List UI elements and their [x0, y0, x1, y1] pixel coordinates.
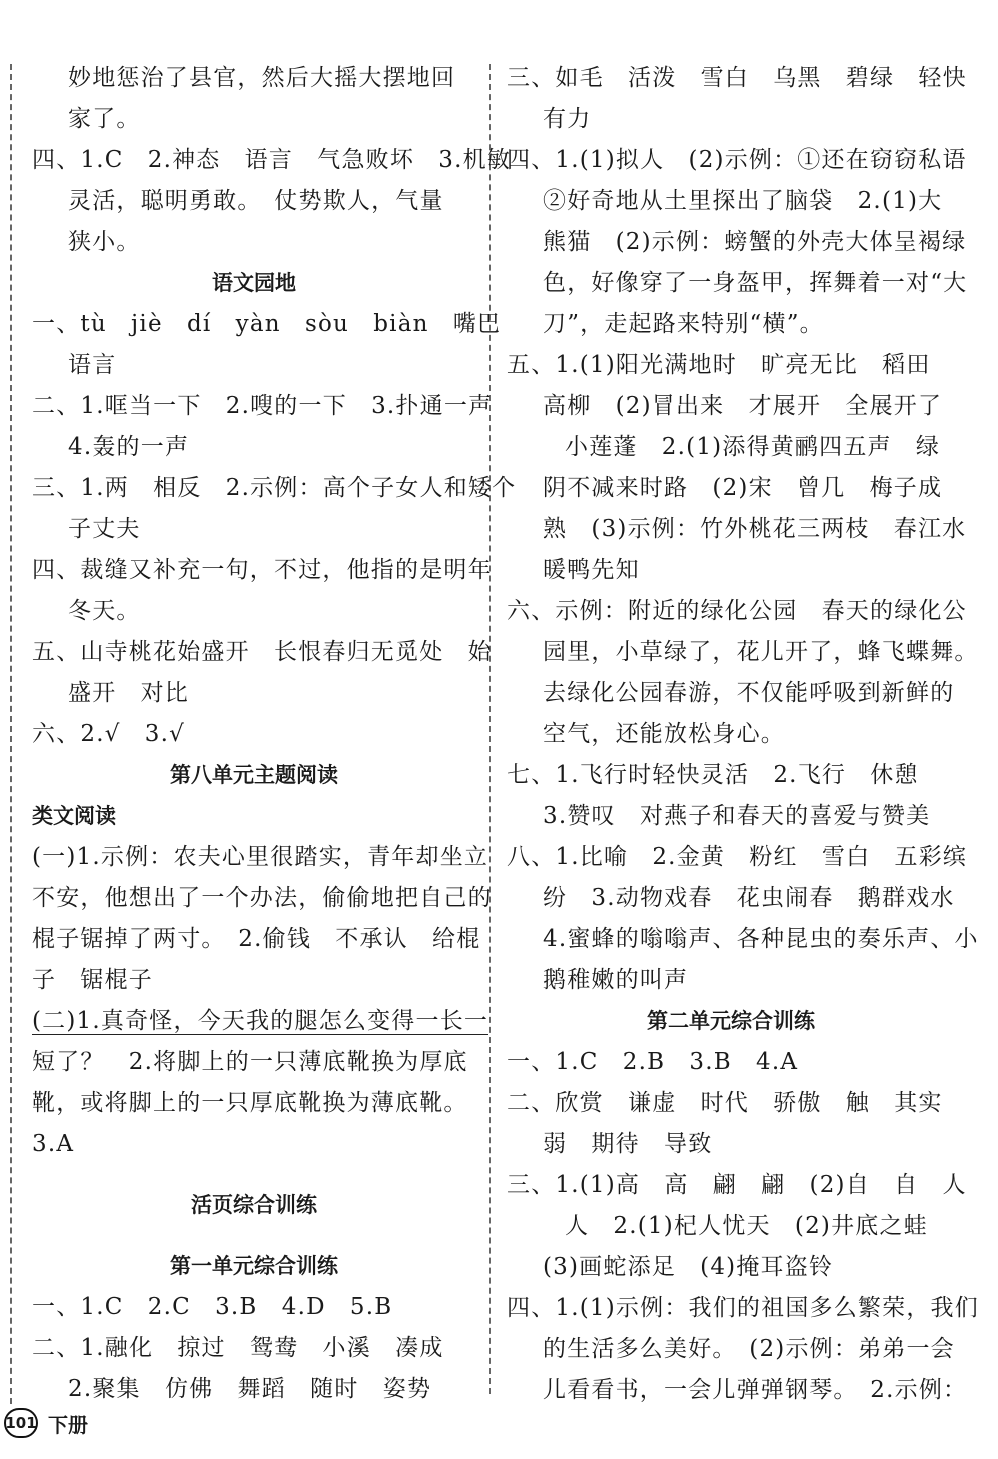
answer-line: 二、1.融化 掠过 鸳鸯 小溪 凑成: [32, 1335, 444, 1361]
answer-line-continued: 家了。: [68, 106, 141, 132]
answer-line: 七、1.飞行时轻快灵活 2.飞行 休憩: [507, 762, 919, 788]
answer-line-continued: 小莲蓬 2.(1)添得黄鹂四五声 绿: [565, 434, 941, 460]
answer-line: 二、1.哐当一下 2.嗖的一下 3.扑通一声: [32, 393, 493, 419]
left-margin-dashed-line: [10, 64, 12, 1404]
answer-line: 短了？ 2.将脚上的一只薄底靴换为厚底: [32, 1049, 468, 1075]
answer-line-continued: 去绿化公园春游，不仅能呼吸到新鲜的: [543, 680, 955, 706]
answer-line-continued: 3.赞叹 对燕子和春天的喜爱与赞美: [543, 803, 931, 829]
answer-line-continued: 暖鸭先知: [543, 557, 640, 583]
answer-line-continued: 空气，还能放松身心。: [543, 721, 785, 747]
answer-line-continued: 2.聚集 仿佛 舞蹈 随时 姿势: [68, 1376, 432, 1402]
answer-line-continued: 鹅稚嫩的叫声: [543, 967, 689, 993]
section-heading: 第八单元主题阅读: [170, 763, 338, 787]
answer-line: 六、示例：附近的绿化公园 春天的绿化公: [507, 598, 967, 624]
section-heading: 第二单元综合训练: [647, 1009, 815, 1033]
answer-line-continued: 4.蜜蜂的嗡嗡声、各种昆虫的奏乐声、小: [543, 926, 979, 952]
answer-line: 八、1.比喻 2.金黄 粉红 雪白 五彩缤: [507, 844, 968, 870]
answer-line: 3.A: [32, 1131, 75, 1157]
answer-line: 四、1.(1)拟人 (2)示例：①还在窃窃私语: [507, 147, 967, 173]
answer-line: 六、2.√ 3.√: [32, 721, 186, 747]
answer-line: 四、1.C 2.神态 语言 气急败坏 3.机敏: [32, 147, 512, 173]
answer-line-continued: 色，好像穿了一身盔甲，挥舞着一对“大: [543, 270, 968, 296]
volume-label: 下册: [48, 1412, 88, 1437]
answer-line-continued: 有力: [543, 106, 592, 132]
answer-line: 四、1.(1)示例：我们的祖国多么繁荣，我们: [507, 1295, 979, 1321]
page-footer: [4, 1406, 88, 1440]
answer-line-continued: 冬天。: [68, 598, 141, 624]
answer-line-continued: 刀”，走起路来特别“横”。: [543, 311, 824, 337]
spacer: [32, 1165, 476, 1185]
page-number: 101: [4, 1408, 38, 1438]
answer-line: 一、1.C 2.B 3.B 4.A: [507, 1049, 799, 1075]
answer-line-continued: 熊猫 (2)示例：螃蟹的外壳大体呈褐绿: [543, 229, 967, 255]
answer-line-continued: 盛开 对比: [68, 680, 189, 706]
answer-line: 三、1.两 相反 2.示例：高个子女人和矮个: [32, 475, 517, 501]
answer-line-continued: 高柳 (2)冒出来 才展开 全展开了: [543, 393, 943, 419]
answer-line: 不安，他想出了一个办法，偷偷地把自己的: [32, 885, 492, 911]
answer-line-continued: 子丈夫: [68, 516, 141, 542]
answer-line: 二、欣赏 谦虚 时代 骄傲 触 其实: [507, 1090, 943, 1116]
spacer: [32, 1226, 476, 1246]
answer-line-continued: 阴不减来时路 (2)宋 曾几 梅子成: [543, 475, 943, 501]
answer-line-continued: ②好奇地从土里探出了脑袋 2.(1)大: [543, 188, 943, 214]
answer-line-continued: 狭小。: [68, 229, 141, 255]
section-heading: 第一单元综合训练: [170, 1254, 338, 1278]
left-column: [32, 58, 517, 1410]
answer-line: 五、1.(1)阳光满地时 旷亮无比 稻田: [507, 352, 931, 378]
answer-line-continued: 妙地惩治了县官，然后大摇大摆地回: [68, 65, 456, 91]
answer-line-continued: (3)画蛇添足 (4)掩耳盗铃: [543, 1254, 834, 1280]
answer-line: (一)1.示例：农夫心里很踏实，青年却坐立: [32, 844, 489, 870]
answer-line: 五、山寺桃花始盛开 长恨春归无觅处 始: [32, 639, 492, 665]
answer-line-continued: 4.轰的一声: [68, 434, 190, 460]
answer-line-continued: 人 2.(1)杞人忧天 (2)井底之蛙: [565, 1213, 928, 1239]
answer-line-continued: 园里，小草绿了，花儿开了，蜂飞蝶舞。: [543, 639, 979, 665]
answer-line: 三、1.(1)高 高 翩 翩 (2)自 自 人: [507, 1172, 967, 1198]
answer-line-continued: 语言: [68, 352, 117, 378]
answer-line-continued: 灵活，聪明勇敢。 仗势欺人，气量: [68, 188, 444, 214]
answer-line: 子 锯棍子: [32, 967, 153, 993]
answer-line: 三、如毛 活泼 雪白 乌黑 碧绿 轻快: [507, 65, 967, 91]
answer-line: 一、1.C 2.C 3.B 4.D 5.B: [32, 1294, 393, 1320]
underlined-text: (二)1.真奇怪，今天我的腿怎么变得一长一: [32, 1008, 489, 1034]
answer-line-continued: 熟 (3)示例：竹外桃花三两枝 春江水: [543, 516, 967, 542]
answer-line-continued: 儿看看书，一会儿弹弹钢琴。 2.示例：: [543, 1377, 968, 1403]
answer-line: 棍子锯掉了两寸。 2.偷钱 不承认 给棍: [32, 926, 481, 952]
column-divider-dashed-line: [489, 64, 491, 1394]
section-heading: 语文园地: [212, 271, 296, 295]
section-heading: 活页综合训练: [191, 1193, 317, 1217]
right-column: [507, 58, 979, 1411]
subsection-heading: 类文阅读: [32, 804, 116, 828]
answer-line: [32, 1001, 489, 1042]
answer-line-continued: 弱 期待 导致: [543, 1131, 713, 1157]
answer-line: 一、tù jiè dí yàn sòu biàn 嘴巴: [32, 311, 502, 337]
answer-line: 四、裁缝又补充一句，不过，他指的是明年: [32, 557, 492, 583]
answer-line-continued: 的生活多么美好。 (2)示例：弟弟一会: [543, 1336, 955, 1362]
answer-line-continued: 纷 3.动物戏春 花虫闹春 鹅群戏水: [543, 885, 955, 911]
answer-line: 靴，或将脚上的一只厚底靴换为薄底靴。: [32, 1090, 468, 1116]
